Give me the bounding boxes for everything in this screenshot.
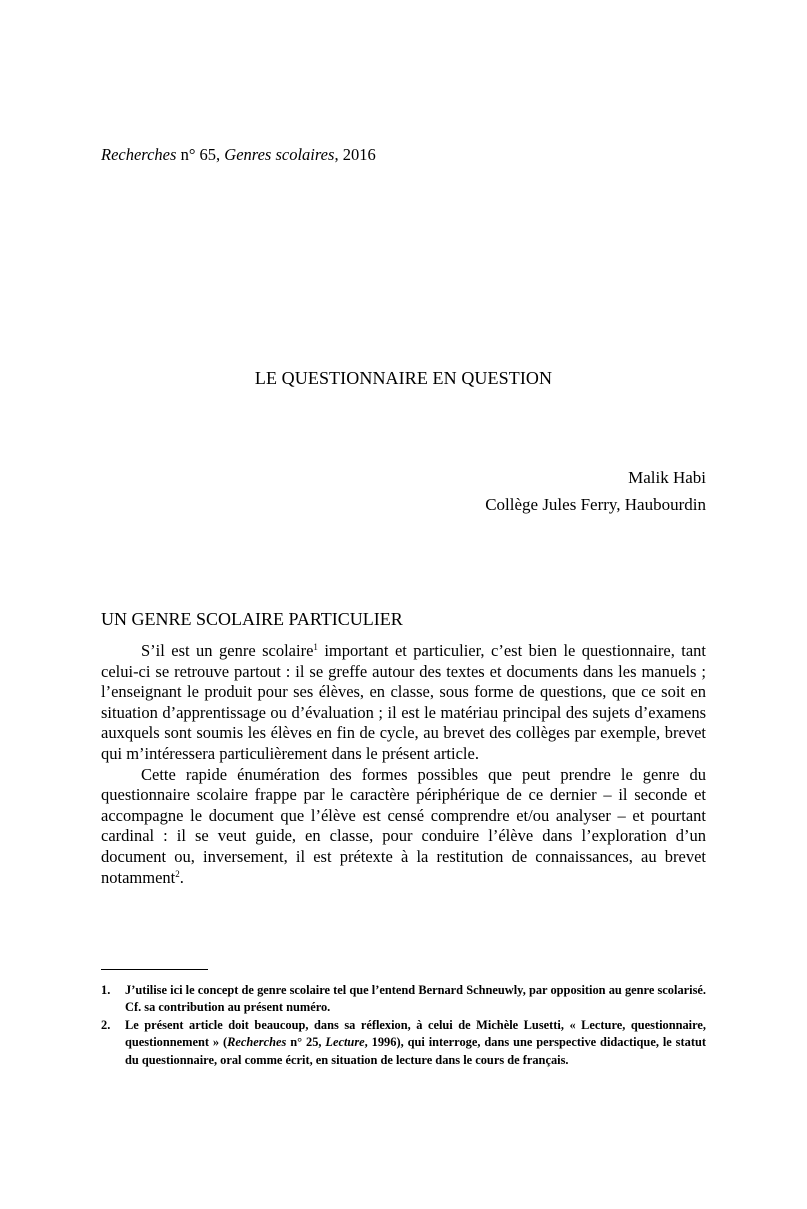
footnote-2 bbox=[101, 1017, 706, 1069]
footnote-1-number: 1. bbox=[101, 983, 111, 997]
journal-reference bbox=[101, 145, 376, 165]
footnote-2-issue: n° 25, bbox=[286, 1035, 326, 1050]
footnote-ref-1[interactable]: 1 bbox=[313, 642, 318, 652]
article-title: LE QUESTIONNAIRE EN QUESTION bbox=[254, 368, 553, 388]
footnote-1 bbox=[101, 982, 706, 1017]
author-name: Malik Habi bbox=[628, 468, 706, 487]
paragraph-2-end: . bbox=[179, 867, 184, 887]
author-affiliation: Collège Jules Ferry, Haubourdin bbox=[485, 495, 706, 514]
journal-issue: n° 65, bbox=[176, 145, 225, 164]
footnote-2-text-end: , 1996), qui interroge, dans une perspective didactique, le statut du questionnaire, oral comme écrit, en situation de lecture dans le cours de français. bbox=[125, 1035, 706, 1067]
author-block bbox=[485, 464, 706, 518]
footnote-2-number: 2. bbox=[101, 1017, 111, 1032]
paragraph-1-start: S’il est un genre scolaire bbox=[141, 641, 314, 660]
paragraph-1-rest: important et particulier, c’est bien le questionnaire, tant celui-ci se retrouve partout : il se greffe autour des textes et documents dans les manuels ; l’enseignant le produit pour ses élèves, en classe, sous forme de questions, que ce soit en situation d’apprentissage ou d’évaluation ; il est le matériau principal des sujets d’examens auxquels sont soumis les élèves en fin de cycle, au brevet des collèges par exemple, brevet qui m’intéressera particulièrement dans le présent article. bbox=[101, 641, 707, 763]
footnote-2-journal: Recherches bbox=[227, 1035, 287, 1050]
footnote-divider bbox=[101, 969, 208, 970]
footnotes bbox=[101, 982, 706, 1069]
paragraph-2-text: Cette rapide énumération des formes possibles que peut prendre le genre du questionnaire scolaire frappe par le caractère périphérique de ce dernier – il seconde et accompagne le document que l’élève est censé comprendre et/ou analyser – et pourtant cardinal : il se veut guide, en classe, pour conduire l’élève dans l’exploration d’un document ou, inversement, il est prétexte à la restitution de connaissances, au brevet notamment bbox=[101, 764, 706, 887]
journal-year: , 2016 bbox=[334, 145, 376, 164]
journal-theme: Genres scolaires bbox=[224, 145, 335, 164]
journal-name: Recherches bbox=[101, 145, 177, 164]
footnote-1-text: J’utilise ici le concept de genre scolaire tel que l’entend Bernard Schneuwly, par opposition au genre scolarisé. Cf. sa contribution au présent numéro. bbox=[125, 983, 706, 1015]
paragraph-2 bbox=[101, 765, 706, 889]
section-heading: UN GENRE SCOLAIRE PARTICULIER bbox=[101, 609, 403, 629]
section-body bbox=[101, 641, 706, 888]
footnote-2-text-start: Le présent article doit beaucoup, dans sa réflexion, à celui de Michèle Lusetti, « Lecture, questionnaire, questionnement » ( bbox=[125, 1017, 706, 1050]
footnote-ref-2[interactable]: 2 bbox=[175, 868, 180, 879]
footnote-2-theme: Lecture bbox=[325, 1035, 365, 1050]
paragraph-1 bbox=[101, 641, 706, 765]
